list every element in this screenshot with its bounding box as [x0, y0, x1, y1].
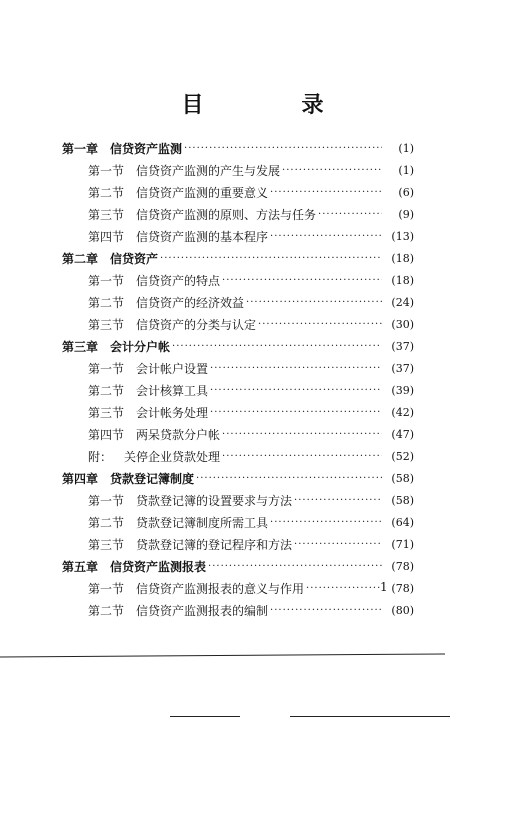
toc-entry-number: 第五章	[62, 559, 99, 574]
toc-entry	[62, 558, 206, 575]
toc-section-row	[62, 401, 414, 423]
toc-entry-number: 第一章	[62, 141, 99, 156]
toc-entry-title: 信贷资产监测报表	[110, 559, 207, 574]
toc-entry-number: 第二节	[88, 383, 125, 398]
toc-section-row	[62, 577, 414, 599]
toc-page-number: (42)	[391, 405, 414, 419]
dot-leader	[246, 297, 382, 308]
toc-section-row	[62, 511, 414, 533]
toc-entry-title: 信贷资产监测的产生与发展	[136, 163, 281, 178]
toc-entry-title: 贷款登记簿制度	[110, 471, 195, 486]
toc-chapter-row	[62, 555, 414, 577]
toc-chapter-row	[62, 247, 414, 269]
toc-entry-number: 第四节	[88, 229, 125, 244]
toc-entry-number: 附：	[88, 449, 113, 464]
toc-page-number: (47)	[391, 427, 414, 441]
toc-section-row	[62, 225, 414, 247]
page-title: 目 录	[181, 92, 362, 118]
toc-entry-title: 会计帐户设置	[136, 361, 209, 376]
toc-entry	[88, 360, 208, 377]
toc-page-number: (13)	[391, 229, 414, 243]
toc-entry-number: 第三节	[88, 405, 125, 420]
dot-leader	[222, 275, 382, 286]
toc-entry-number: 第三节	[88, 537, 125, 552]
toc-entry-title: 信贷资产的经济效益	[136, 295, 245, 310]
scan-line	[0, 653, 445, 657]
toc-entry-title: 信贷资产监测报表的意义与作用	[136, 581, 305, 596]
toc-entry	[88, 448, 220, 465]
toc-entry-title: 会计帐务处理	[136, 405, 209, 420]
toc-entry-title: 关停企业贷款处理	[124, 449, 221, 464]
toc-page-number: (80)	[391, 603, 414, 617]
toc-section-row	[62, 181, 414, 203]
toc-entry-title: 信贷资产	[110, 251, 159, 266]
dot-leader	[208, 561, 382, 572]
toc-page-number: (30)	[391, 317, 414, 331]
toc-page-number: (39)	[391, 383, 414, 397]
toc-entry	[88, 426, 220, 443]
toc-entry-title: 贷款登记簿制度所需工具	[136, 515, 269, 530]
toc-entry-title: 贷款登记簿的登记程序和方法	[136, 537, 293, 552]
toc-section-row	[62, 445, 414, 467]
toc-entry-number: 第一节	[88, 361, 125, 376]
toc-entry	[88, 206, 316, 223]
toc-entry-title: 信贷资产监测	[110, 141, 183, 156]
toc-entry-number: 第二章	[62, 251, 99, 266]
toc-entry	[88, 184, 268, 201]
toc-entry	[62, 250, 158, 267]
toc-section-row	[62, 159, 414, 181]
dot-leader	[172, 341, 382, 352]
toc-entry	[88, 514, 268, 531]
toc-page-number: (37)	[391, 361, 414, 375]
toc-entry-title: 两呆贷款分户帐	[136, 427, 221, 442]
toc-page-number: (6)	[398, 185, 414, 199]
dot-leader	[318, 209, 382, 220]
toc-section-row	[62, 489, 414, 511]
toc-entry	[62, 470, 194, 487]
dot-leader	[196, 473, 382, 484]
toc-section-row	[62, 357, 414, 379]
toc-page-number: (64)	[391, 515, 414, 529]
toc-entry-number: 第四章	[62, 471, 99, 486]
toc-page-number: (24)	[391, 295, 414, 309]
dot-leader	[184, 143, 382, 154]
toc-entry-number: 第四节	[88, 427, 125, 442]
toc-entry	[88, 162, 280, 179]
dot-leader	[270, 231, 382, 242]
toc-section-row	[62, 203, 414, 225]
toc-page-number: (58)	[391, 471, 414, 485]
toc-page-number: (71)	[391, 537, 414, 551]
toc-entry-number: 第二节	[88, 515, 125, 530]
toc-entry-number: 第二节	[88, 603, 125, 618]
toc-entry	[62, 140, 182, 157]
dot-leader	[210, 363, 382, 374]
toc-entry-title: 信贷资产监测的重要意义	[136, 185, 269, 200]
dot-leader	[222, 429, 382, 440]
toc-chapter-row	[62, 335, 414, 357]
toc-entry-number: 第一节	[88, 493, 125, 508]
toc-entry-title: 信贷资产监测的原则、方法与任务	[136, 207, 317, 222]
dot-leader	[222, 451, 382, 462]
toc-entry-title: 贷款登记簿的设置要求与方法	[136, 493, 293, 508]
toc-section-row	[62, 533, 414, 555]
toc-entry-number: 第一节	[88, 163, 125, 178]
toc-entry-title: 会计分户帐	[110, 339, 171, 354]
toc-entry	[88, 602, 268, 619]
toc-page-number: (78)	[391, 581, 414, 595]
toc-entry-number: 第三节	[88, 207, 125, 222]
toc-section-row	[62, 423, 414, 445]
dot-leader	[210, 407, 382, 418]
toc-entry-number: 第三章	[62, 339, 99, 354]
toc-entry	[88, 382, 208, 399]
toc-entry	[62, 338, 170, 355]
toc-entry-title: 信贷资产监测报表的编制	[136, 603, 269, 618]
dot-leader	[270, 187, 382, 198]
toc-entry-title: 信贷资产监测的基本程序	[136, 229, 269, 244]
dot-leader	[210, 385, 382, 396]
toc-page-number: (58)	[391, 493, 414, 507]
toc-entry-title: 信贷资产的特点	[136, 273, 221, 288]
dot-leader	[294, 495, 382, 506]
toc-entry	[88, 294, 244, 311]
toc-page-number: (18)	[391, 251, 414, 265]
toc-entry-number: 第三节	[88, 317, 125, 332]
table-of-contents	[62, 137, 414, 621]
toc-section-row	[62, 379, 414, 401]
dot-leader	[294, 539, 382, 550]
toc-section-row	[62, 313, 414, 335]
toc-entry-number: 第二节	[88, 295, 125, 310]
toc-entry	[88, 228, 268, 245]
toc-entry	[88, 316, 256, 333]
toc-entry	[88, 536, 292, 553]
toc-entry-title: 会计核算工具	[136, 383, 209, 398]
toc-section-row	[62, 269, 414, 291]
toc-entry-number: 第一节	[88, 581, 125, 596]
toc-page-number: (9)	[398, 207, 414, 221]
toc-entry	[88, 272, 220, 289]
toc-page-number: (78)	[391, 559, 414, 573]
toc-entry-title: 信贷资产的分类与认定	[136, 317, 257, 332]
toc-page-number: (52)	[391, 449, 414, 463]
toc-page-number: (37)	[391, 339, 414, 353]
toc-entry-number: 第二节	[88, 185, 125, 200]
scan-line	[290, 716, 450, 717]
dot-leader	[282, 165, 382, 176]
toc-page-number: (18)	[391, 273, 414, 287]
dot-leader	[270, 605, 382, 616]
toc-section-row	[62, 599, 414, 621]
toc-entry-number: 第一节	[88, 273, 125, 288]
dot-leader	[160, 253, 382, 264]
dot-leader	[270, 517, 382, 528]
toc-page-number: (1)	[398, 163, 414, 177]
toc-entry	[88, 580, 304, 597]
toc-page-number: (1)	[398, 141, 414, 155]
toc-entry	[88, 492, 292, 509]
toc-chapter-row	[62, 467, 414, 489]
toc-chapter-row	[62, 137, 414, 159]
toc-section-row	[62, 291, 414, 313]
toc-entry	[88, 404, 208, 421]
scan-line	[170, 716, 240, 717]
dot-leader	[258, 319, 382, 330]
page-number: 1	[380, 580, 388, 594]
dot-leader	[306, 583, 382, 594]
